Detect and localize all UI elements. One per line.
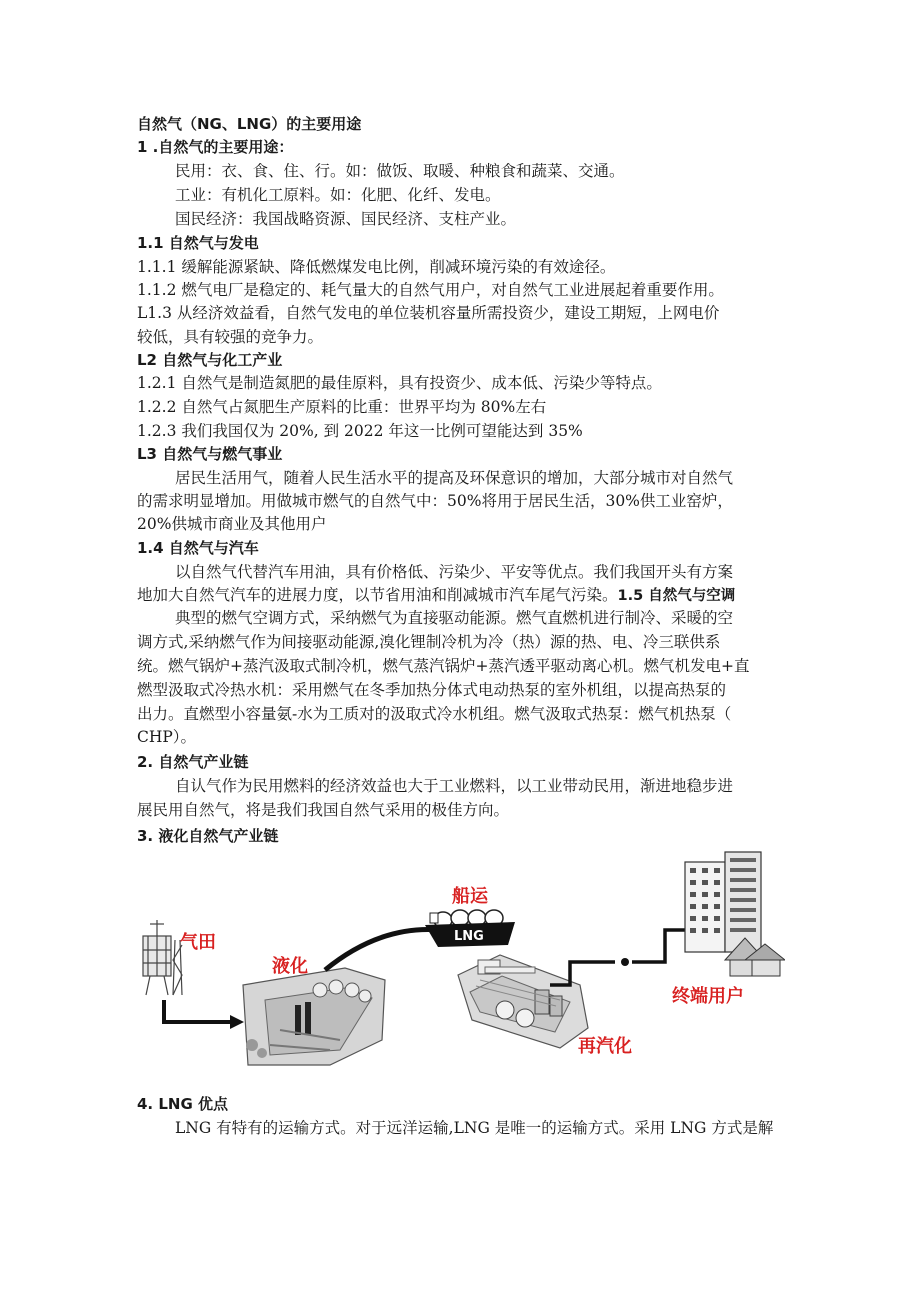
gas-field-label: 气田 — [180, 932, 216, 953]
pipeline-arrow-1 — [164, 1000, 244, 1029]
s1-3-line2: 的需求明显增加。用做城市燃气的自然气中：50%将用于居民生活，30%供工业窑炉， — [137, 492, 733, 510]
s1-5-line3: 统。燃气锅炉+蒸汽汲取式制冷机，燃气蒸汽锅炉+蒸汽透平驱动离心机。燃气机发电+直 — [137, 657, 750, 675]
section-4-heading: 4. LNG 优点 — [137, 1095, 229, 1113]
section-1-4-heading: 1.4 自然气与汽车 — [137, 539, 259, 557]
s1-5-line4: 燃型汲取式冷热水机：采用燃气在冬季加热分体式电动热泵的室外机组，以提高热泵的 — [137, 681, 727, 699]
s1-4-line2 — [137, 584, 735, 607]
s1-3-line3: 20%供城市商业及其他用户 — [137, 515, 327, 533]
s1-civil-use: 民用：衣、食、住、行。如：做饭、取暖、种粮食和蔬菜、交通。 — [175, 162, 625, 180]
section-1-heading: 1 .自然气的主要用途： — [137, 138, 294, 156]
s1-2-3: 1.2.3 我们我国仅为 20%, 到 2022 年这一比例可望能达到 35% — [137, 422, 583, 440]
regasification-label: 再汽化 — [578, 1036, 632, 1057]
s1-economy: 国民经济：我国战略资源、国民经济、支柱产业。 — [175, 210, 517, 228]
s1-5-line2: 调方式,采纳燃气作为间接驱动能源,溴化锂制冷机为冷（热）源的热、电、冷三联供系 — [137, 633, 721, 651]
section-3-heading: 3. 液化自然气产业链 — [137, 827, 279, 845]
shipping-label: 船运 — [452, 886, 488, 907]
s4-line1: LNG 有特有的运输方式。对于远洋运输,LNG 是唯一的运输方式。采用 LNG 方式是解 — [175, 1119, 774, 1137]
s1-4-line2-text: 地加大自然气汽车的进展力度，以节省用油和削减城市汽车尾气污染。 — [137, 586, 618, 604]
s1-1-1: 1.1.1 缓解能源紧缺、降低燃煤发电比例，削减环境污染的有效途径。 — [137, 258, 616, 276]
s1-5-line1: 典型的燃气空调方式，采纳燃气为直接驱动能源。燃气直燃机进行制冷、采暖的空 — [175, 609, 734, 627]
s2-line1: 自认气作为民用燃料的经济效益也大于工业燃料，以工业带动民用，渐进地稳步进 — [175, 777, 734, 795]
lng-chain-diagram — [140, 850, 785, 1090]
section-1-5-heading: 1.5 自然气与空调 — [617, 588, 736, 604]
liquefaction-plant-icon — [243, 968, 385, 1065]
s1-2-2: 1.2.2 自然气占氮肥生产原料的比重：世界平均为 80%左右 — [137, 398, 547, 416]
s1-4-line1: 以自然气代替汽车用油，具有价格低、污染少、平安等优点。我们我国开头有方案 — [175, 563, 734, 581]
doc-title: 自然气（NG、LNG）的主要用途 — [137, 115, 362, 133]
section-1-1-heading: 1.1 自然气与发电 — [137, 234, 259, 252]
section-1-2-heading: L2 自然气与化工产业 — [137, 351, 283, 369]
s1-2-1: 1.2.1 自然气是制造氮肥的最佳原料，具有投资少、成本低、污染少等特点。 — [137, 374, 662, 392]
end-user-label: 终端用户 — [672, 986, 744, 1007]
liquefaction-label: 液化 — [272, 956, 308, 977]
gas-field-tower-icon — [143, 920, 182, 995]
s1-1-3-line1: L1.3 从经济效益看，自然气发电的单位装机容量所需投资少，建设工期短，上网电价 — [137, 304, 720, 322]
s1-1-3-line2: 较低，具有较强的竞争力。 — [137, 328, 324, 346]
s1-1-2: 1.1.2 燃气电厂是稳定的、耗气量大的自然气用户，对自然气工业进展起着重要作用。 — [137, 281, 724, 299]
ship-lng-label: LNG — [454, 929, 484, 944]
s1-5-line5: 出力。直燃型小容量氨-水为工质对的汲取式冷水机组。燃气汲取式热泵：燃气机热泵（ — [137, 705, 732, 723]
section-2-heading: 2. 自然气产业链 — [137, 753, 249, 771]
s2-line2: 展民用自然气，将是我们我国自然气采用的极佳方向。 — [137, 801, 510, 819]
end-user-buildings-icon — [685, 852, 785, 976]
s1-industry-use: 工业：有机化工原料。如：化肥、化纤、发电。 — [175, 186, 501, 204]
section-1-3-heading: L3 自然气与燃气事业 — [137, 445, 283, 463]
s1-5-line6: CHP）。 — [137, 728, 197, 746]
pipeline-to-users — [550, 930, 685, 985]
s1-3-line1: 居民生活用气，随着人民生活水平的提高及环保意识的增加，大部分城市对自然气 — [175, 469, 734, 487]
